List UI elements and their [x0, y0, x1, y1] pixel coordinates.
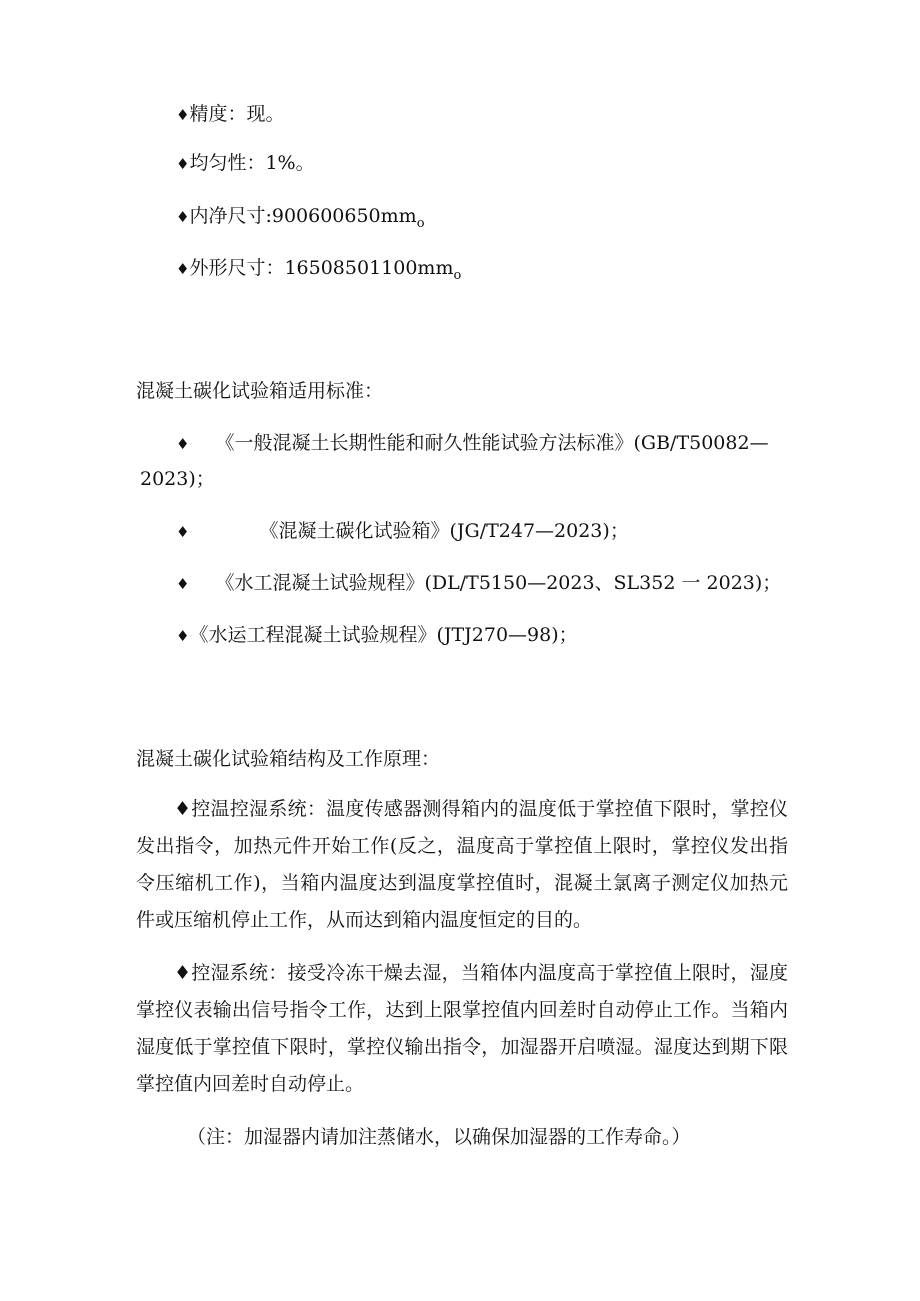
- spec-item-outer-size: ♦外形尺寸：$16508501100mm_o$: [176, 257, 462, 283]
- diamond-bullet-icon: ♦: [176, 435, 190, 453]
- diamond-bullet-icon: ♦: [176, 208, 190, 226]
- standard-item: ♦ 《一般混凝土长期性能和耐久性能试验方法标准》(GB/T50082—: [176, 432, 769, 454]
- diamond-bullet-icon: ♦: [176, 155, 190, 173]
- note-text: （注：加湿器内请加注蒸储水，以确保加湿器的工作寿命。）: [187, 1126, 691, 1148]
- standard-item: ♦ 《水工混凝土试验规程》(DL/T5150—2023、SL352 一 2023)；: [176, 572, 782, 594]
- standards-heading: 混凝土碳化试验箱适用标准：: [136, 380, 384, 402]
- standard-item: ♦ 《混凝土碳化试验箱》(JG/T247—2023)；: [176, 520, 629, 542]
- temp-humidity-control-paragraph: ♦控温控湿系统：温度传感器测得箱内的温度低于掌控值下限时，掌控仪发出指令，加热元件开始工作(反之，温度高于掌控值上限时，掌控仪发出指令压缩机工作)，当箱内温度达到温度掌控值时，混凝土氯离子测定仪加热元件或压缩机停止工作，从而达到箱内温度恒定的目的。: [136, 798, 788, 931]
- humidity-control-paragraph: ♦控湿系统：接受冷冻干燥去湿，当箱体内温度高于掌控值上限时，湿度掌控仪表输出信号指令工作，达到上限掌控值内回差时自动停止工作。当箱内湿度低于掌控值下限时，掌控仪输出指令，加湿器开启喷湿。湿度达到期下限掌控值内回差时自动停止。: [136, 962, 788, 1095]
- diamond-bullet-icon: ♦: [176, 106, 190, 124]
- diamond-bullet-icon: ♦: [176, 260, 190, 278]
- structure-heading: 混凝土碳化试验箱结构及工作原理：: [136, 748, 441, 770]
- diamond-bullet-icon: ♦: [176, 575, 190, 593]
- spec-item-inner-size: ♦内净尺寸$:900600650mm_o$: [176, 205, 425, 231]
- diamond-bullet-icon: ♦: [176, 627, 190, 645]
- spec-item-precision: ♦精度：现。: [176, 103, 285, 125]
- standard-item: ♦《水运工程混凝土试验规程》(JTJ270—98)；: [176, 624, 578, 646]
- standard-item-continuation: 2023)；: [140, 468, 215, 490]
- spec-item-uniformity: ♦均匀性：1%。: [176, 152, 315, 174]
- diamond-bullet-icon: ♦: [176, 523, 190, 541]
